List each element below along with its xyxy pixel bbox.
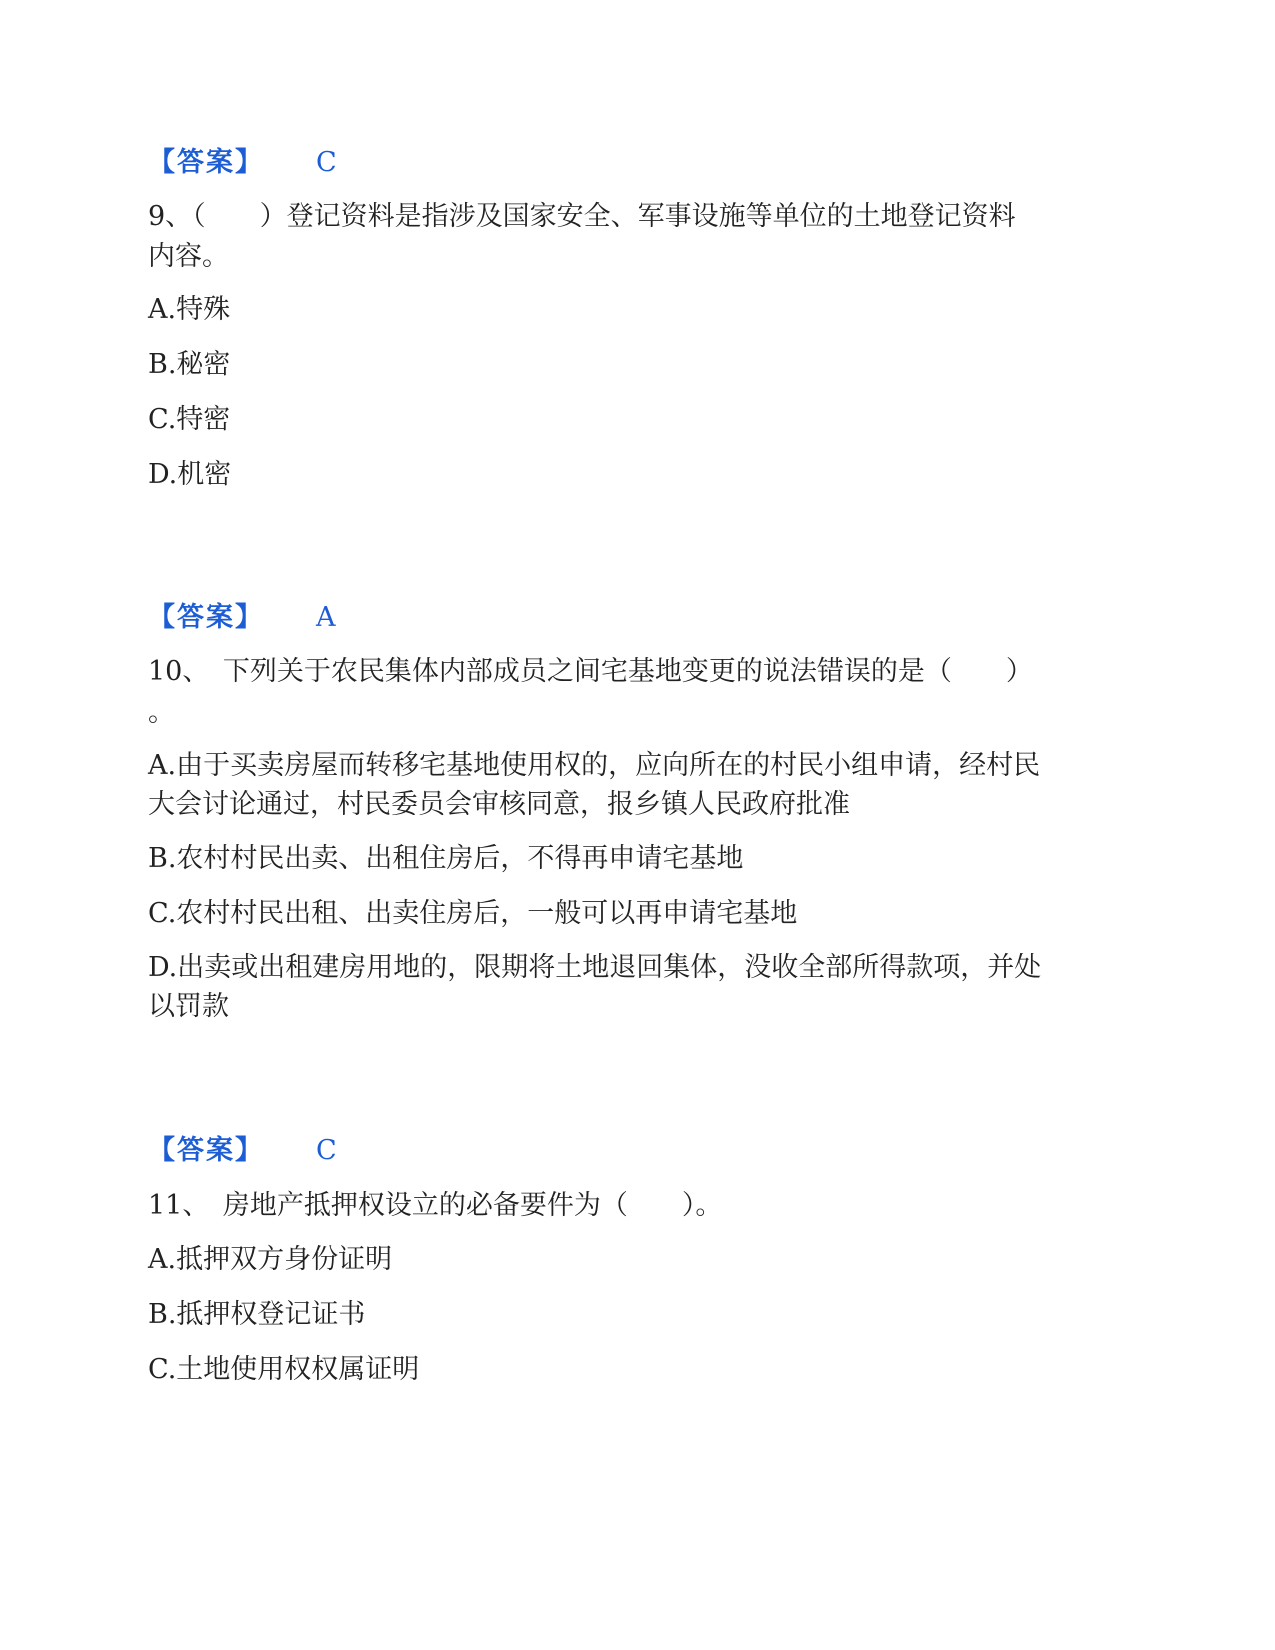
question-9-text-line-2: 内容。: [148, 241, 229, 272]
question-11-option-a: A.抵押双方身份证明: [148, 1244, 393, 1275]
answer-label: 【答案】: [148, 602, 264, 633]
answer-value: C: [316, 147, 337, 178]
question-10-option-a-line-1: A.由于买卖房屋而转移宅基地使用权的，应向所在的村民小组申请，经村民: [148, 750, 1041, 781]
question-10-option-b: B.农村村民出卖、出租住房后，不得再申请宅基地: [148, 843, 744, 874]
question-10-option-d-line-1: D.出卖或出租建房用地的，限期将土地退回集体，没收全部所得款项，并处: [148, 952, 1042, 983]
question-9-text-line-1: 9、（ ）登记资料是指涉及国家安全、军事设施等单位的土地登记资料: [148, 201, 1016, 232]
question-10-option-d-line-2: 以罚款: [148, 991, 229, 1022]
question-10-option-a-line-2: 大会讨论通过，村民委员会审核同意，报乡镇人民政府批准: [148, 789, 850, 820]
question-9-option-d: D.机密: [148, 459, 232, 490]
question-11-option-b: B.抵押权登记证书: [148, 1299, 366, 1330]
answer-label: 【答案】: [148, 147, 264, 178]
answer-value: C: [316, 1135, 337, 1166]
question-11-text-line-1: 11、 房地产抵押权设立的必备要件为（ ）。: [148, 1190, 723, 1221]
question-9-option-a: A.特殊: [148, 294, 231, 325]
question-9-option-b: B.秘密: [148, 349, 231, 380]
question-10-text-line-1: 10、 下列关于农民集体内部成员之间宅基地变更的说法错误的是（ ）: [148, 656, 1033, 687]
answer-row: [148, 601, 336, 635]
answer-row: [148, 1134, 337, 1168]
answer-label: 【答案】: [148, 1135, 264, 1166]
question-9-option-c: C.特密: [148, 404, 231, 435]
answer-row: [148, 146, 337, 180]
answer-value: A: [316, 602, 336, 633]
question-11-option-c: C.土地使用权权属证明: [148, 1354, 420, 1385]
question-10-text-line-2: 。: [148, 697, 175, 728]
question-10-option-c: C.农村村民出租、出卖住房后，一般可以再申请宅基地: [148, 898, 798, 929]
